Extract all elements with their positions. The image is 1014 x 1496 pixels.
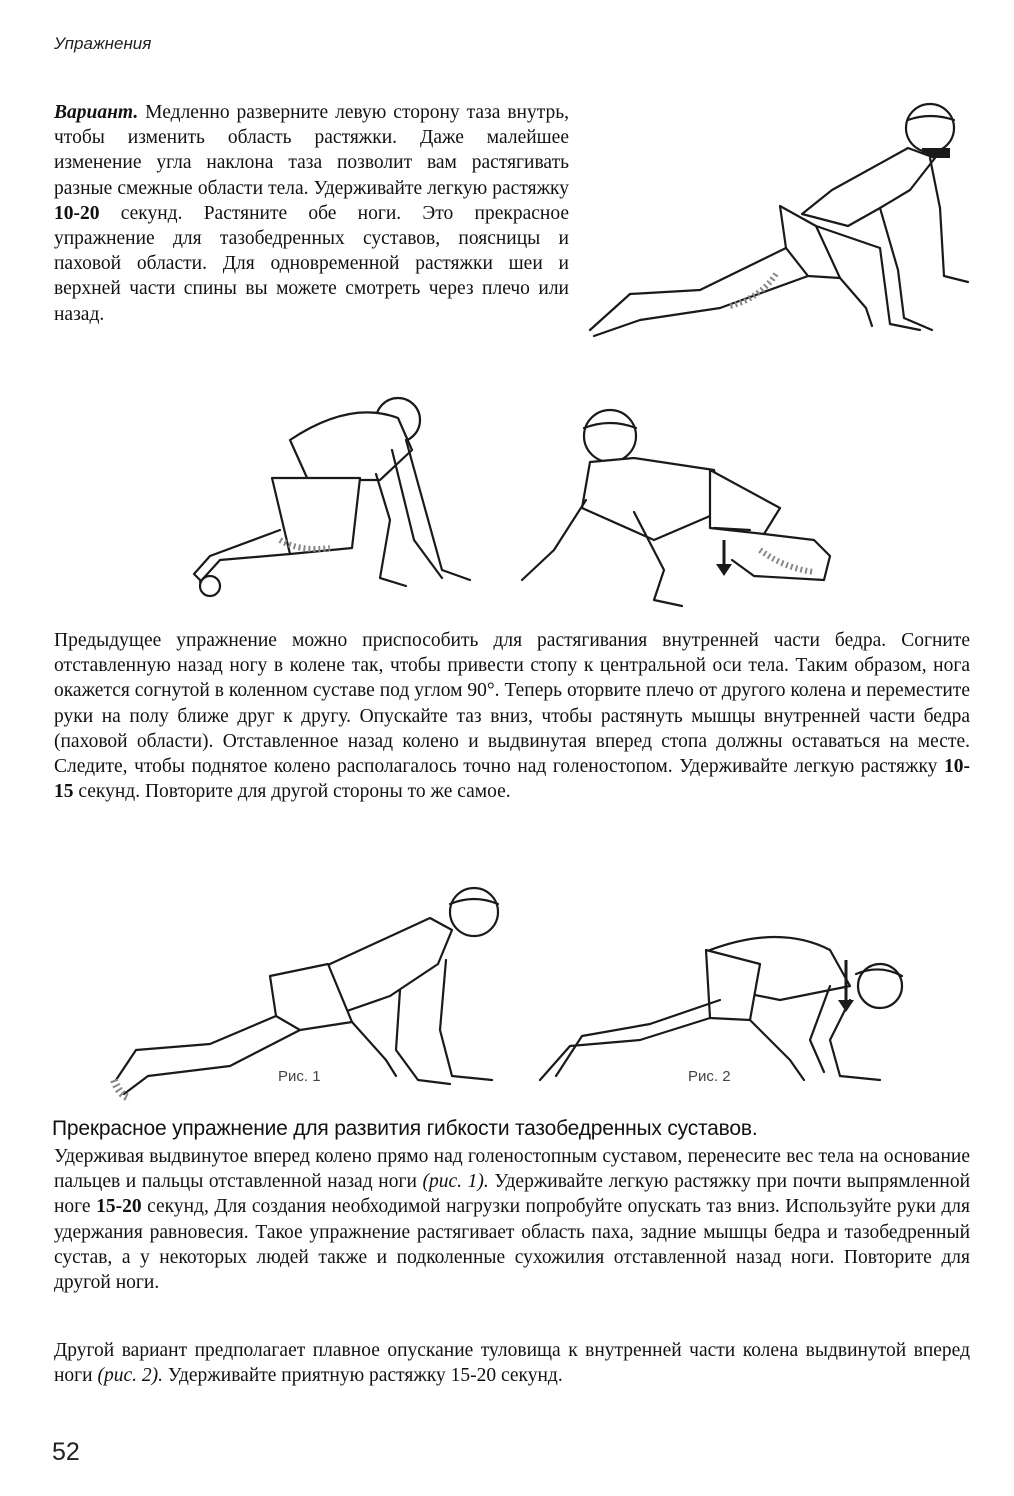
paragraph-inner-thigh bbox=[54, 628, 970, 804]
section-heading: Прекрасное упражнение для развития гибкости тазобедренных суставов. bbox=[52, 1117, 758, 1140]
p2-text-b: секунд. Повторите для другой стороны то же самое. bbox=[73, 781, 511, 803]
p4-text-b: Удерживайте приятную растяжку 15-20 секунд. bbox=[163, 1365, 563, 1387]
illustration-kneel-stretch-left bbox=[180, 390, 500, 620]
p2-text-a: Предыдущее упражнение можно приспособить для растягивания внутренней части бедра. Согните отставленную назад ногу в колене так, чтобы привести стопу к центральной оси тела. Таким образом, нога окажется согнутой в коленном суставе под углом 90°. Теперь оторвите плечо от другого колена и переместите руки на полу ближе друг к другу. Опускайте таз вниз, чтобы растянуть мышцы внутренней части бедра (паховой области). Отставленное назад колено и выдвинутая вперед стопа должны оставаться на месте. Следите, чтобы поднятое колено располагалось точно над голеностопом. Удерживайте легкую растяжку bbox=[54, 630, 970, 778]
p3-text-b: Удерживайте легкую растяжку при почти выпрямленной ноге bbox=[54, 1171, 971, 1218]
p4-text-a: Другой вариант предполагает плавное опускание туловища к внутренней части колена выдвинутой вперед ноги bbox=[54, 1340, 970, 1387]
illustration-lunge-stretch bbox=[580, 98, 980, 343]
p4-fig-ref: (рис. 2). bbox=[97, 1365, 164, 1387]
p1-duration: 10-20 bbox=[54, 202, 100, 224]
p1-text-b: секунд. Растяните обе ноги. Это прекрасное упражнение для тазобедренных суставов, поясницы и паховой области. Для одновременной растяжки шеи и верхней части спины вы можете смотреть через плечо или назад. bbox=[54, 202, 569, 325]
p3-text-a: Удерживая выдвинутое вперед колено прямо над голеностопным суставом, перенесите вес тела на основание пальцев и пальцы отставленной назад ноги bbox=[54, 1146, 970, 1193]
variant-lead: Вариант. bbox=[54, 102, 139, 123]
p1-text-a: Медленно разверните левую сторону таза внутрь, чтобы изменить область растяжки. Даже малейшее изменение угла наклона таза позволит вам растягивать разные смежные области тела. Удерживайте легкую растяжку bbox=[54, 102, 569, 199]
paragraph-other-variant bbox=[54, 1338, 970, 1388]
page-number: 52 bbox=[52, 1438, 80, 1466]
p3-duration: 15-20 bbox=[96, 1196, 142, 1218]
fig-2-caption: Рис. 2 bbox=[688, 1068, 731, 1085]
paragraph-variant bbox=[54, 100, 569, 327]
illustration-kneel-stretch-right bbox=[514, 400, 844, 620]
paragraph-hip-flexibility bbox=[54, 1144, 970, 1295]
fig-1-caption: Рис. 1 bbox=[278, 1068, 321, 1085]
section-header: Упражнения bbox=[54, 34, 152, 53]
p2-duration: 10-15 bbox=[54, 756, 970, 803]
p3-text-c: секунд, Для создания необходимой нагрузки попробуйте опускать таз вниз. Используйте руки для удержания равновесия. Такое упражнение растягивает область паха, задние мышцы бедра и тазобедренный сустав, а у некоторых людей также и подколенные сухожилия отставленной назад ноги. Повторите для другой ноги. bbox=[54, 1196, 970, 1294]
p3-fig-ref: (рис. 1). bbox=[422, 1171, 489, 1193]
